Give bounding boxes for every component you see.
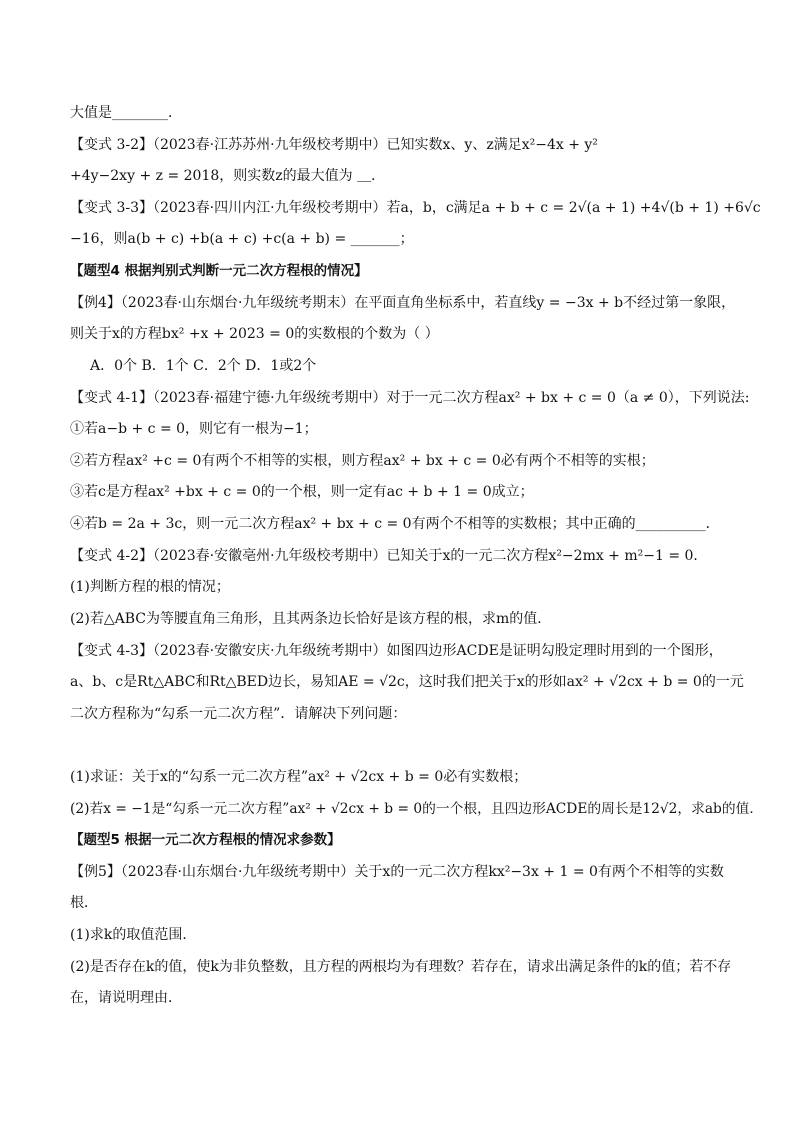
- variant-3-2-line2: +4y−2xy + z = 2018，则实数z的最大值为 ＿．: [70, 168, 386, 184]
- variant-4-1-line1: 【变式 4-1】（2023春·福建宁德·九年级统考期中）对于一元二次方程ax² + bx + c = 0（a ≠ 0），下列说法:: [70, 390, 750, 406]
- variant-4-2-q1: (1)判断方程的根的情况；: [70, 579, 230, 595]
- section-heading-5: 【题型5 根据一元二次方程根的情况求参数】: [70, 832, 341, 848]
- variant-4-1-item4: ④若b = 2a + 3c，则一元二次方程ax² + bx + c = 0有两个不相等的实数根；其中正确的__________．: [70, 516, 720, 532]
- variant-3-3-line1: 【变式 3-3】（2023春·四川内江·九年级校考期中）若a，b，c满足a + b + c = 2√(a + 1) +4√(b + 1) +6√c: [70, 200, 761, 216]
- variant-4-3-line1: 【变式 4-3】（2023春·安徽安庆·九年级统考期中）如图四边形ACDE是证明勾股定理时用到的一个图形，: [70, 643, 723, 659]
- variant-3-2-line1: 【变式 3-2】（2023春·江苏苏州·九年级校考期中）已知实数x、y、z满足x²−4x + y²: [70, 137, 598, 153]
- variant-4-3-q2: (2)若x = −1是“勾系一元二次方程”ax² + √2cx + b = 0的一个根，且四边形ACDE的周长是12√2，求ab的值．: [70, 801, 764, 817]
- section-heading-4: 【题型4 根据判别式判断一元二次方程根的情况】: [70, 263, 368, 279]
- variant-4-1-item2: ②若方程ax² +c = 0有两个不相等的实根，则方程ax² + bx + c = 0必有两个不相等的实根；: [70, 453, 655, 469]
- example-4-line2: 则关于x的方程bx² +x + 2023 = 0的实数根的个数为（ ）: [70, 326, 439, 342]
- variant-4-1-item1: ①若a−b + c = 0，则它有一根为−1；: [70, 421, 318, 437]
- text-line: 大值是________．: [70, 105, 182, 121]
- variant-4-3-line3: 二次方程称为“勾系一元二次方程”．请解决下列问题：: [70, 706, 407, 722]
- variant-4-2-q2: (2)若△ABC为等腰直角三角形，且其两条边长恰好是该方程的根，求m的值．: [70, 611, 552, 627]
- example-5-q2-line2: 在，请说明理由．: [70, 990, 182, 1006]
- example-5-line2: 根．: [70, 895, 98, 911]
- example-4-line1: 【例4】（2023春·山东烟台·九年级统考期末）在平面直角坐标系中，若直线y = −3x + b不经过第一象限，: [70, 295, 736, 311]
- variant-4-2-line1: 【变式 4-2】（2023春·安徽亳州·九年级校考期中）已知关于x的一元二次方程x²−2mx + m²−1 = 0．: [70, 548, 708, 564]
- example-5-q2-line1: (2)是否存在k的值，使k为非负整数，且方程的两根均为有理数？若存在，请求出满足条件的k的值；若不存: [70, 959, 732, 975]
- variant-4-3-line2: a、b、c是Rt△ABC和Rt△BED边长，易知AE = √2c，这时我们把关于x的形如ax² + √2cx + b = 0的一元: [70, 674, 744, 690]
- example-5-q1: (1)求k的取值范围．: [70, 927, 197, 943]
- variant-4-3-q1: (1)求证：关于x的“勾系一元二次方程”ax² + √2cx + b = 0必有实数根；: [70, 769, 528, 785]
- example-4-options: A．0个 B．1个 C．2个 D．1或2个: [90, 358, 317, 374]
- example-5-line1: 【例5】（2023春·山东烟台·九年级统考期中）关于x的一元二次方程kx²−3x + 1 = 0有两个不相等的实数: [70, 864, 724, 880]
- variant-3-3-line2: −16，则a(b + c) +b(a + c) +c(a + b) = _______；: [70, 231, 414, 247]
- variant-4-1-item3: ③若c是方程ax² +bx + c = 0的一个根，则一定有ac + b + 1 = 0成立；: [70, 484, 534, 500]
